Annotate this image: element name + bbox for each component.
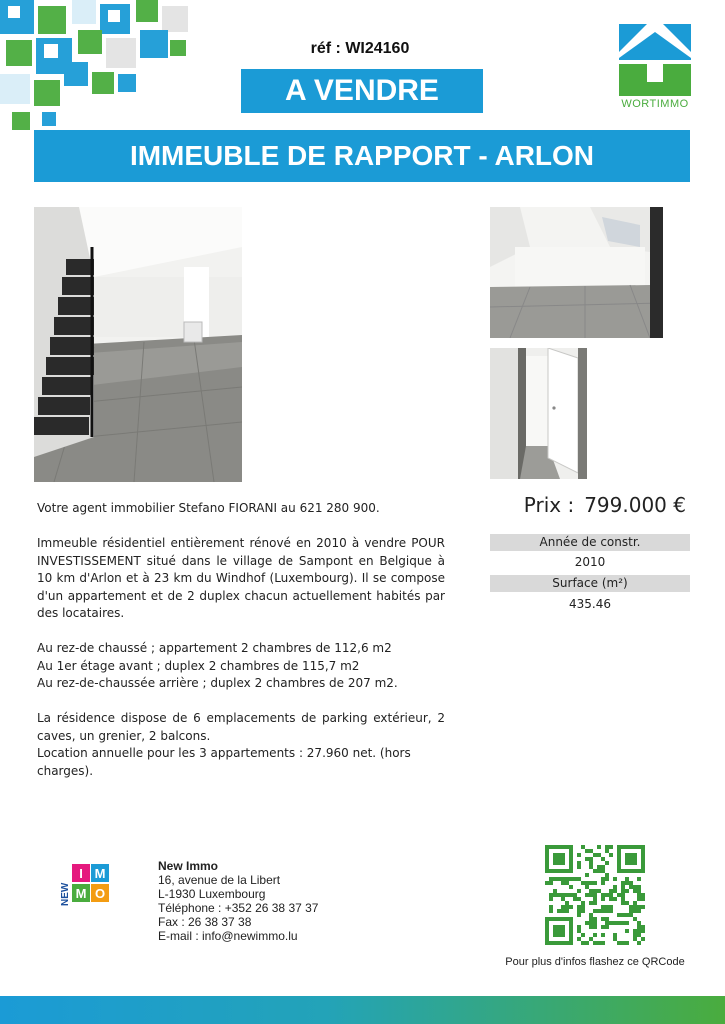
agency-logo — [58, 862, 114, 908]
brand-name: WORTIMMO — [621, 98, 689, 110]
qr-code-icon — [545, 845, 645, 945]
interior-staircase-image — [34, 207, 242, 482]
agency-contact — [158, 859, 318, 943]
main-photo[interactable] — [34, 207, 242, 482]
footer-gradient-bar — [0, 996, 725, 1024]
agency-phone[interactable]: Téléphone : +352 26 38 37 37 — [158, 901, 319, 915]
logo-letter-m2: M — [75, 886, 87, 901]
logo-letter-i: I — [79, 866, 83, 881]
agency-address-1: 16, avenue de la Libert — [158, 873, 281, 887]
construction-year-label: Année de constr. — [490, 534, 690, 551]
agency-email[interactable]: E-mail : info@newimmo.lu — [158, 929, 298, 943]
price-label: Prix : — [523, 493, 575, 517]
newimmo-logo-icon — [58, 862, 114, 908]
unit-line-3: Au rez-de-chaussée arrière ; duplex 2 chambres de 207 m2. — [37, 676, 398, 690]
reference-number: réf : WI24160 — [310, 40, 410, 57]
description — [37, 500, 445, 780]
sale-status-banner: A VENDRE — [241, 69, 483, 113]
brand-logo — [619, 24, 691, 118]
unit-line-1: Au rez-de chaussé ; appartement 2 chambres de 112,6 m2 — [37, 641, 392, 655]
listing-title: IMMEUBLE DE RAPPORT - ARLON — [34, 130, 690, 182]
attic-photo[interactable] — [490, 207, 663, 338]
surface-label: Surface (m²) — [490, 575, 690, 592]
hallway-photo[interactable] — [490, 348, 587, 479]
decorative-tiles — [0, 0, 195, 140]
qr-caption: Pour plus d'infos flashez ce QRCode — [505, 956, 685, 968]
logo-new-text: NEW — [60, 882, 71, 906]
rental-income-line: Location annuelle pour les 3 appartements : 27.960 net. (hors charges). — [37, 746, 411, 778]
price-value: 799.000 € — [584, 493, 686, 517]
attic-room-image — [490, 207, 663, 338]
construction-year-value: 2010 — [574, 555, 606, 569]
agency-name: New Immo — [158, 859, 219, 873]
unit-line-2: Au 1er étage avant ; duplex 2 chambres de 115,7 m2 — [37, 658, 360, 673]
qr-code[interactable] — [545, 845, 645, 945]
agency-fax: Fax : 26 38 37 38 — [158, 915, 252, 929]
agent-line: Votre agent immobilier Stefano FIORANI au 621 280 900. — [37, 501, 380, 515]
amenities-paragraph: La résidence dispose de 6 emplacements de parking extérieur, 2 caves, un grenier, 2 balcons. — [37, 711, 445, 743]
logo-letter-o: O — [94, 886, 106, 901]
agency-address-2: L-1930 Luxembourg — [158, 887, 266, 901]
price — [490, 493, 686, 517]
hallway-door-image — [490, 348, 587, 479]
surface-value: 435.46 — [569, 597, 611, 611]
logo-letter-m1: M — [94, 866, 106, 881]
description-paragraph: Immeuble résidentiel entièrement rénové en 2010 à vendre POUR INVESTISSEMENT situé dans le village de Sampont en Belgique à 10 km d'Arlon et à 23 km du Windhof (Luxembourg). Il se compose d'un appartement et de 2 duplex chacun actuellement habités par des locataires. — [37, 536, 445, 620]
